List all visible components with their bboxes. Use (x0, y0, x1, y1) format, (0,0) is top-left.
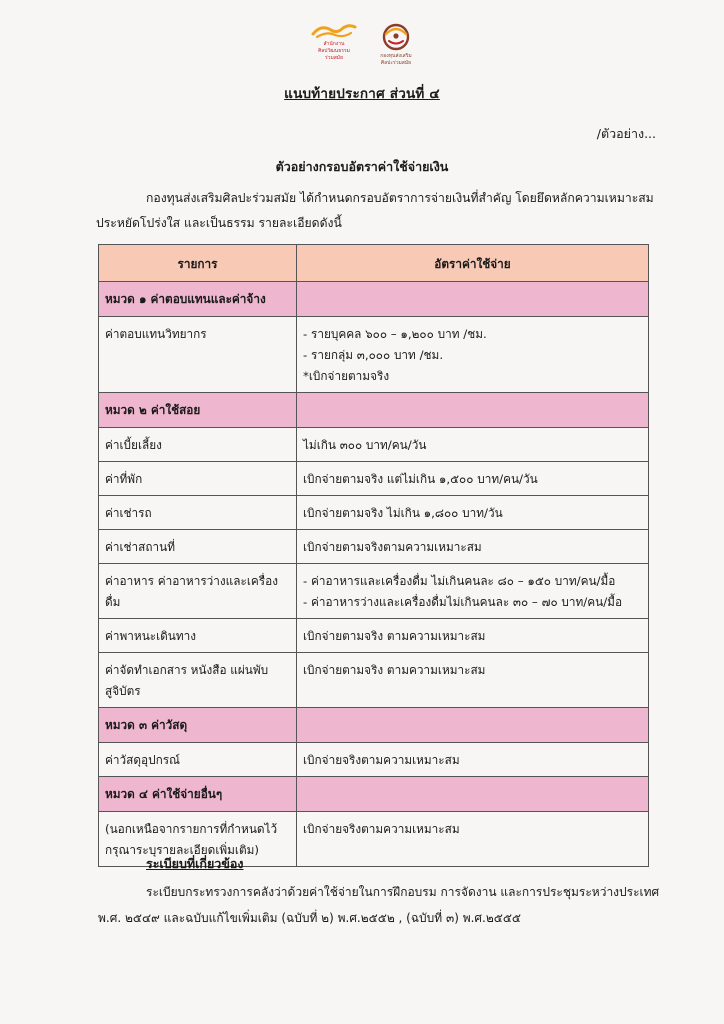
table-row (99, 743, 649, 777)
rate-line: ไม่เกิน ๓๐๐ บาท/คน/วัน (303, 438, 427, 452)
rate-line: - รายกลุ่ม ๓,๐๐๐ บาท /ชม. (303, 348, 444, 362)
category-row-1 (99, 282, 649, 317)
fund-logo (379, 22, 413, 66)
fund-logo-mark-icon (379, 22, 413, 52)
category-empty-cell (297, 282, 649, 317)
table-row (99, 496, 649, 530)
category-row-2 (99, 393, 649, 428)
table-row (99, 462, 649, 496)
expense-rate-table (98, 244, 649, 867)
rate-line: เบิกจ่ายตามจริง ตามความเหมาะสม (303, 629, 486, 643)
item-label: ค่าตอบแทนวิทยากร (99, 317, 297, 393)
fund-logo-caption-2: ศิลปะร่วมสมัย (380, 60, 412, 66)
regulations-line-2: พ.ศ. ๒๕๔๙ และฉบับแก้ไขเพิ่มเติม (ฉบับที่ ๒) พ.ศ.๒๕๕๒ , (ฉบับที่ ๓) พ.ศ.๒๕๕๕ (98, 911, 521, 925)
item-rate (297, 812, 649, 867)
table-row (99, 653, 649, 708)
item-rate (297, 462, 649, 496)
rate-line: เบิกจ่ายตามจริง แต่ไม่เกิน ๑,๕๐๐ บาท/คน/วัน (303, 472, 538, 486)
category-label: หมวด ๑ ค่าตอบแทนและค่าจ้าง (99, 282, 297, 317)
item-label: ค่าเช่าสถานที่ (99, 530, 297, 564)
table-row (99, 428, 649, 462)
office-logo (311, 22, 357, 66)
fund-logo-caption-1: กองทุนส่งเสริม (380, 53, 412, 59)
office-logo-caption-2: ศิลปวัฒนธรรม (318, 48, 350, 54)
office-logo-mark-icon (311, 22, 357, 40)
rate-line: - ค่าอาหารและเครื่องดื่ม ไม่เกินคนละ ๘๐ – ๑๕๐ บาท/คน/มื้อ (303, 574, 616, 588)
category-label: หมวด ๓ ค่าวัสดุ (99, 708, 297, 743)
category-empty-cell (297, 777, 649, 812)
rate-line: - ค่าอาหารว่างและเครื่องดื่มไม่เกินคนละ ๓๐ – ๗๐ บาท/คน/มื้อ (303, 595, 623, 609)
item-label: (นอกเหนือจากรายการที่กำหนดไว้ กรุณาระบุรายละเอียดเพิ่มเติม) (99, 812, 297, 867)
table-row (99, 564, 649, 619)
item-label: ค่าพาหนะเดินทาง (99, 619, 297, 653)
page-title: แนบท้ายประกาศ ส่วนที่ ๔ (284, 86, 440, 102)
office-logo-caption-1: สำนักงาน (323, 41, 345, 47)
item-rate (297, 743, 649, 777)
rate-line: เบิกจ่ายจริงตามความเหมาะสม (303, 822, 460, 836)
item-label: ค่าอาหาร ค่าอาหารว่างและเครื่องดื่ม (99, 564, 297, 619)
table-header-row (99, 245, 649, 282)
category-row-4 (99, 777, 649, 812)
table-row (99, 317, 649, 393)
table-row (99, 619, 649, 653)
rate-line: เบิกจ่ายจริงตามความเหมาะสม (303, 753, 460, 767)
logo-group (0, 22, 724, 66)
rate-line: *เบิกจ่ายตามจริง (303, 369, 390, 383)
item-rate (297, 428, 649, 462)
item-rate (297, 496, 649, 530)
intro-paragraph (98, 186, 658, 236)
item-label: ค่าจัดทำเอกสาร หนังสือ แผ่นพับ สูจิบัตร (99, 653, 297, 708)
header-item: รายการ (99, 245, 297, 282)
rate-line: เบิกจ่ายตามจริง ตามความเหมาะสม (303, 663, 486, 677)
intro-line-1: กองทุนส่งเสริมศิลปะร่วมสมัย ได้กำหนดกรอบอัตราการจ่ายเงินที่สำคัญ โดยยึดหลักความเหมาะสม (146, 191, 654, 205)
rate-line: เบิกจ่ายตามจริงตามความเหมาะสม (303, 540, 482, 554)
item-label: ค่าเช่ารถ (99, 496, 297, 530)
page-subtitle: ตัวอย่างกรอบอัตราค่าใช้จ่ายเงิน (275, 159, 449, 174)
category-label: หมวด ๔ ค่าใช้จ่ายอื่นๆ (99, 777, 297, 812)
item-rate (297, 619, 649, 653)
item-rate (297, 653, 649, 708)
rate-line: - รายบุคคล ๖๐๐ – ๑,๒๐๐ บาท /ชม. (303, 327, 487, 341)
item-rate (297, 564, 649, 619)
rate-line: เบิกจ่ายตามจริง ไม่เกิน ๑,๘๐๐ บาท/วัน (303, 506, 503, 520)
category-empty-cell (297, 708, 649, 743)
example-note: /ตัวอย่าง... (596, 126, 656, 141)
category-row-3 (99, 708, 649, 743)
intro-line-2: ประหยัดโปร่งใส และเป็นธรรม รายละเอียดดังนี้ (96, 216, 342, 230)
regulations-line-1: ระเบียบกระทรวงการคลังว่าด้วยค่าใช้จ่ายในการฝึกอบรม การจัดงาน และการประชุมระหว่างประเทศ (146, 885, 660, 899)
regulations-paragraph (98, 879, 664, 931)
table-row (99, 530, 649, 564)
item-label: ค่าวัสดุอุปกรณ์ (99, 743, 297, 777)
item-label: ค่าที่พัก (99, 462, 297, 496)
item-rate (297, 530, 649, 564)
header-rate: อัตราค่าใช้จ่าย (297, 245, 649, 282)
category-label: หมวด ๒ ค่าใช้สอย (99, 393, 297, 428)
item-label: ค่าเบี้ยเลี้ยง (99, 428, 297, 462)
office-logo-caption-3: ร่วมสมัย (324, 55, 344, 61)
category-empty-cell (297, 393, 649, 428)
item-rate (297, 317, 649, 393)
regulations-title: ระเบียบที่เกี่ยวข้อง (146, 856, 244, 871)
